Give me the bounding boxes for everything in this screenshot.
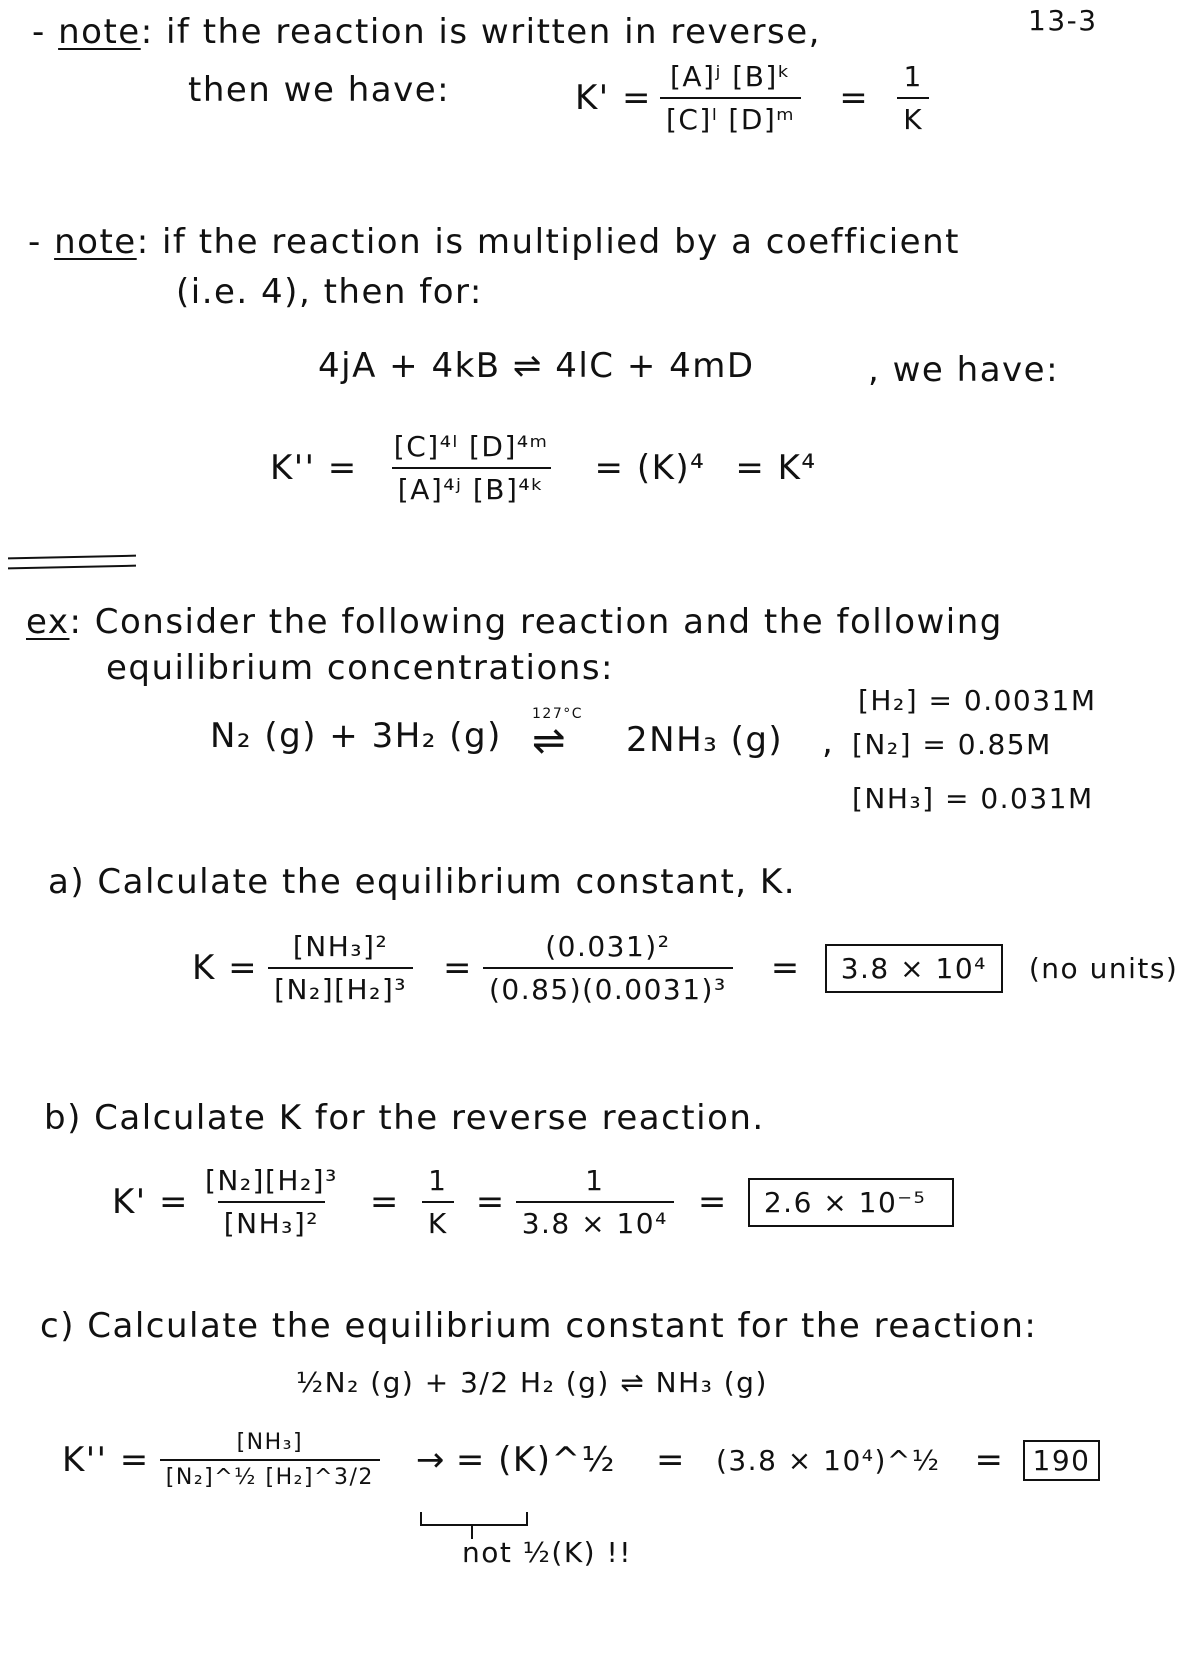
note1-equals: = [839, 78, 870, 118]
note1-denominator: [C]ˡ [D]ᵐ [660, 97, 801, 136]
part-a-eq-1: = [442, 948, 473, 988]
note1-reciprocal-num: 1 [903, 60, 923, 93]
example-equilibrium-arrow: ⇌ [532, 718, 568, 764]
part-a-equation [192, 930, 1178, 1006]
part-c-mid: = (K)^½ [455, 1440, 616, 1480]
part-a-lhs: K = [192, 948, 259, 988]
part-b-lhs: K' = [112, 1182, 189, 1222]
note2-line1: if the reaction is multiplied by a coefficient [161, 222, 960, 262]
example-reaction-left: N₂ (g) + 3H₂ (g) [210, 716, 502, 756]
part-a-fraction-1 [268, 930, 413, 1006]
note2-equation [270, 430, 817, 506]
part-b-den-3: 3.8 × 10⁴ [516, 1201, 674, 1240]
note1-fraction [660, 60, 801, 136]
part-b-answer-box: 2.6 × 10⁻⁵ [748, 1178, 954, 1227]
note2-tail: , we have: [868, 350, 1060, 390]
note2-lhs: K'' = [270, 448, 358, 488]
part-a-den-1: [N₂][H₂]³ [268, 967, 413, 1006]
note1-equation [575, 60, 929, 136]
part-b-den-2: K [422, 1201, 454, 1240]
note2-reaction: 4jA + 4kB ⇌ 4lC + 4mD [318, 346, 755, 386]
example-label: ex [26, 602, 70, 642]
conc-nh3: [NH₃] = 0.031M [852, 782, 1094, 815]
part-c-calc: (3.8 × 10⁴)^½ [715, 1443, 941, 1477]
page-number: 13-3 [1028, 4, 1098, 37]
note2-fraction [388, 430, 555, 506]
part-b-eq-3: = [697, 1182, 728, 1222]
part-b-eq-2: = [475, 1182, 506, 1222]
note2-line2: (i.e. 4), then for: [176, 272, 483, 312]
part-c-lhs: K'' = [62, 1440, 150, 1480]
part-c-bracket [420, 1512, 528, 1526]
part-a-num-2: (0.031)² [545, 930, 671, 963]
note2-colon: : [136, 222, 150, 262]
part-b-fraction-3 [516, 1164, 674, 1240]
note2-numerator: [C]⁴ˡ [D]⁴ᵐ [393, 430, 549, 463]
part-c-eq-2: = [655, 1440, 686, 1480]
part-a-fraction-2 [483, 930, 733, 1006]
part-a-den-2: (0.85)(0.0031)³ [483, 967, 733, 1006]
part-b-fraction-1 [199, 1164, 344, 1240]
note2-mid: = (K)⁴ [594, 448, 706, 488]
example-colon: : [69, 602, 83, 642]
note2-denominator: [A]⁴ʲ [B]⁴ᵏ [392, 467, 551, 506]
part-c-num: [NH₃] [236, 1430, 304, 1455]
example-comma: , [822, 722, 835, 762]
part-c-answer-box: 190 [1023, 1440, 1101, 1481]
note1-dash: - [32, 12, 46, 52]
part-c-fraction [160, 1430, 380, 1490]
note1-heading [32, 12, 821, 52]
note2-heading [28, 222, 960, 262]
note1-label: note [58, 12, 141, 52]
note2-end: = K⁴ [735, 448, 817, 488]
part-b-den-1: [NH₃]² [218, 1201, 325, 1240]
part-c-equation [62, 1430, 1100, 1490]
part-c-den: [N₂]^½ [H₂]^3/2 [160, 1459, 380, 1490]
conc-n2: [N₂] = 0.85M [852, 728, 1052, 761]
part-b-equation [112, 1164, 954, 1240]
note1-colon: : [140, 12, 154, 52]
part-a-num-1: [NH₃]² [292, 930, 389, 963]
divider-rule-1 [8, 555, 136, 560]
note2-dash: - [28, 222, 42, 262]
example-reaction-right: 2NH₃ (g) [626, 720, 784, 760]
part-b-question: b) Calculate K for the reverse reaction. [44, 1098, 765, 1138]
note1-reciprocal-den: K [897, 97, 929, 136]
note1-lhs: K' = [575, 78, 652, 118]
part-c-warning: not ½(K) !! [462, 1536, 632, 1569]
example-heading [26, 602, 1003, 642]
part-a-question: a) Calculate the equilibrium constant, K. [48, 862, 797, 902]
part-b-num-3: 1 [585, 1164, 605, 1197]
example-temperature: 127°C [532, 706, 583, 722]
part-b-eq-1: = [369, 1182, 400, 1222]
part-c-eq-3: = [974, 1440, 1005, 1480]
conc-h2: [H₂] = 0.0031M [858, 684, 1097, 717]
part-b-fraction-2 [422, 1164, 454, 1240]
note1-line1: if the reaction is written in reverse, [165, 12, 821, 52]
part-c-arrow: → [415, 1440, 446, 1480]
part-a-answer-box: 3.8 × 10⁴ [825, 944, 1003, 993]
part-a-no-units: (no units) [1028, 951, 1179, 985]
divider-rule-2 [8, 565, 136, 570]
part-a-eq-2: = [770, 948, 801, 988]
note1-line2: then we have: [188, 70, 451, 110]
example-line1: Consider the following reaction and the following [94, 602, 1003, 642]
note1-numerator: [A]ʲ [B]ᵏ [669, 60, 792, 93]
part-b-num-1: [N₂][H₂]³ [204, 1164, 338, 1197]
part-c-question: c) Calculate the equilibrium constant for the reaction: [40, 1306, 1038, 1346]
part-b-num-2: 1 [428, 1164, 448, 1197]
part-c-reaction: ½N₂ (g) + 3/2 H₂ (g) ⇌ NH₃ (g) [296, 1366, 768, 1399]
example-line2: equilibrium concentrations: [106, 648, 615, 688]
note1-reciprocal [897, 60, 929, 136]
note2-label: note [54, 222, 137, 262]
